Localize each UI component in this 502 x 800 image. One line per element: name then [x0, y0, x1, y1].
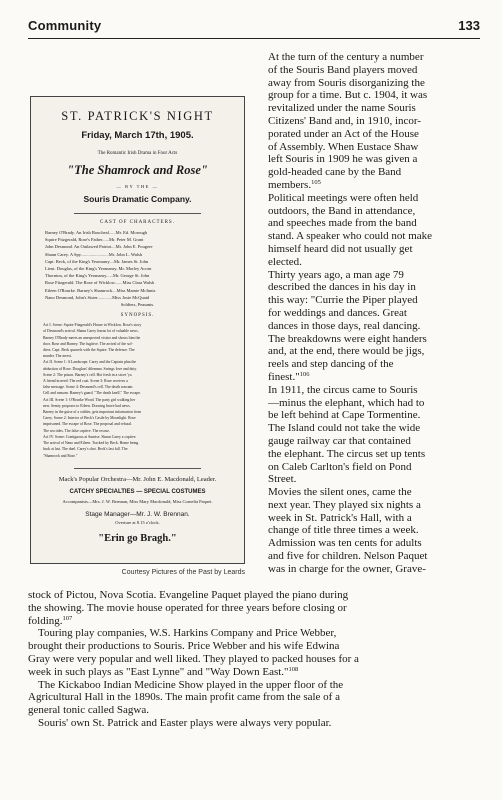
- poster-by: — BY THE —: [116, 184, 159, 189]
- text-line: this way: "Currie the Piper played: [268, 294, 418, 307]
- paragraph: [28, 717, 480, 730]
- synopsis-line: Barney O'Brady meets an unexpected visitor and shows him the: [43, 335, 141, 340]
- synopsis-line: murder. The arrest.: [43, 354, 72, 359]
- text-line: —minus the elephant, which had to: [268, 396, 425, 409]
- text-line: elected.: [268, 255, 302, 268]
- paragraph: [28, 589, 480, 627]
- synopsis-line: new. Sentry proposes to Eileen. Drawing brave bad news.: [43, 403, 131, 408]
- poster-overture: Overture at 8.15 o'clock.: [115, 519, 160, 525]
- text-line: reels and step dancing of the: [268, 358, 394, 371]
- cast-line: Shaun Carey. A Spy.........................Mr. John L. Walsh: [45, 251, 142, 257]
- cast-line: Lieut. Douglas, of the King's Yeomanry..Mr. Morley Acorn: [45, 266, 152, 272]
- cast-line: John Desmond. An Outlawed Patriot....Mr. John E. Pougere: [45, 244, 153, 250]
- poster-date: Friday, March 17th, 1905.: [81, 130, 194, 141]
- text-line: described the dances in his day in: [268, 281, 416, 294]
- text-line: the showing. The movie house operated for three years before closing or: [28, 601, 347, 614]
- text-line: At the turn of the century a number: [268, 51, 424, 63]
- footnote-ref: 106: [299, 370, 310, 378]
- text-line: brought their productions to Souris. Price Webber and his wife Edwina: [28, 640, 340, 653]
- synopsis-line: Barney in the guise of a soldier, gets important information from: [43, 410, 142, 415]
- paragraph: [28, 679, 480, 717]
- text-line: Thirty years ago, a man age 79: [268, 268, 404, 281]
- text-line: was in charge for the owner, Grave-: [268, 562, 426, 575]
- text-line: change of title three times a week.: [268, 524, 419, 537]
- synopsis-line: Act IV. Scene: Contiguous at Sunrise. Shaun Carey a captive.: [43, 434, 137, 439]
- text-line: Agricultural Hall in the 1890s. The main profit came from the sale of a: [28, 691, 340, 704]
- poster-accompanists: Accompanists—Mrs. J. W. Brennan, Miss Mary Macdonald, Miss Cornelia Paquet.: [62, 498, 213, 504]
- text-line: members.: [268, 178, 312, 191]
- text-line: away from Souris disorganizing the: [268, 76, 425, 89]
- synopsis-line: of Desmond's arrival. Shaun Carey learns lot of valuable news.: [43, 329, 139, 334]
- text-line: gold-headed cane by the Band: [268, 166, 402, 179]
- cast-line: Rose Fitzgerald. The Rose of Wicklow.......Miss Clara Walsh: [45, 280, 155, 286]
- text-line: Touring play companies, W.S. Harkins Company and Price Webber,: [38, 627, 337, 640]
- text-line: Gray were very popular and well liked. They played to packed houses for a: [28, 652, 359, 665]
- text-line: The Island could not take the wide: [268, 422, 421, 435]
- text-line: and speeches made from the band: [268, 217, 417, 230]
- text-line: Souris' own St. Patrick and Easter plays were always very popular.: [38, 716, 332, 729]
- text-line: be left behind at Cape Tormentine.: [268, 409, 421, 422]
- cast-line: Soldiers, Peasants.: [120, 302, 155, 308]
- poster-caption: Courtesy Pictures of the Past by Leards: [121, 569, 245, 576]
- poster-specialties: CATCHY SPECIALTIES — SPECIAL COSTUMES: [69, 488, 206, 495]
- text-line: and five for children. Nelson Paquet: [268, 550, 428, 563]
- paragraph: [258, 269, 480, 384]
- poster-orchestra: Mack's Popular Orchestra—Mr. John E. Macdonald, Leader.: [58, 475, 217, 483]
- synopsis-line: Act III. Scene 1: O'Rourke Wood. The party girl walking her: [43, 397, 136, 402]
- text-line: stock of Pictou, Nova Scotia. Evangeline Paquet played the piano during: [28, 589, 349, 601]
- footnote-ref: 108: [288, 665, 299, 673]
- cast-line: Eileen O'Rourke. Barney's Shamrock....Miss Mamie McInnis: [45, 287, 156, 293]
- paragraph: [258, 486, 480, 576]
- paragraph: [258, 51, 480, 192]
- text-line: left Souris in 1909 he was given a: [268, 153, 418, 166]
- poster-closing: "Erin go Bragh.": [98, 532, 177, 544]
- text-line: stand. A speaker who could not make: [268, 230, 433, 243]
- text-line: Admission was ten cents for adults: [268, 537, 422, 550]
- paragraph: [258, 192, 480, 269]
- text-line: next year. They played six nights a: [268, 498, 421, 511]
- synopsis-line: "Shamrock and Rose.": [43, 453, 78, 458]
- footnote-ref: 107: [62, 614, 73, 622]
- synopsis-line: diers. Capt. Beck quarrels with the Squire. The defence. The: [43, 348, 135, 353]
- text-line: and, at the end, there would be jigs,: [268, 345, 425, 358]
- text-line: porated under an Act of the House: [268, 127, 419, 140]
- poster-title: ST. PATRICK'S NIGHT: [61, 109, 214, 123]
- poster-company: Souris Dramatic Company.: [83, 194, 192, 204]
- text-line: The Kickaboo Indian Medicine Show played in the upper floor of the: [38, 678, 344, 691]
- synopsis-line: Carey. Scene 2: Interior of Beck's Castle by Moonlight. Rose: [43, 416, 136, 421]
- synopsis-line: abduction of Rose. Douglass' dilemma. Swings love and duty.: [43, 366, 137, 371]
- text-line: folding.: [28, 614, 63, 627]
- cast-line: Capt. Beck, of the King's Yeomanry....Mr. James St. John: [45, 258, 149, 264]
- text-line: dances in those days, real dancing.: [268, 319, 421, 332]
- paragraph: [28, 627, 480, 678]
- poster-divider: [74, 213, 202, 214]
- text-line: of Assembly. When Eustace Shaw: [268, 140, 419, 153]
- full-width-text: [28, 589, 480, 730]
- synopsis-line: false message. Scene 4: Desmond's cell. The death warrant.: [43, 385, 134, 390]
- cast-line: Thornton, of the King's Yeomanry......Mr. George St. John: [45, 273, 150, 279]
- synopsis-line: A friend in need. The red coat. Scene 3: Rose receives a: [43, 379, 128, 384]
- text-line: finest.": [268, 370, 300, 383]
- synopsis-line: Act I. Scene: Squire Fitzgerald's House in Wicklow. Rose's story: [43, 323, 142, 328]
- playbill-poster: [30, 96, 245, 564]
- text-line: Movies the silent ones, came the: [268, 486, 412, 499]
- text-line: Political meetings were often held: [268, 191, 419, 204]
- text-line: Street.: [268, 473, 297, 486]
- synopsis-line: The sea tides. The false captive. The rescue.: [43, 428, 110, 433]
- text-line: the elephant. The circus set up tents: [268, 447, 426, 460]
- poster-divider: [74, 468, 202, 469]
- synopsis-text: [43, 322, 232, 458]
- text-line: Citizens' Band and, in 1910, incor-: [268, 114, 421, 127]
- synopsis-line: door. Rose and Barney. The fugitive. The arrival of the sol-: [43, 341, 133, 346]
- cast-line: Nano Desmond, John's Sister.............Miss Josie McQuaid: [45, 294, 150, 300]
- text-line: The breakdowns were eight handers: [268, 332, 427, 345]
- page-number: 133: [458, 18, 480, 33]
- text-line: himself heard did not usually get: [268, 242, 413, 255]
- cast-list: [45, 229, 230, 308]
- poster-play-title: "The Shamrock and Rose": [67, 163, 208, 177]
- poster-subtitle: The Romantic Irish Drama in Four Acts: [97, 151, 178, 156]
- text-line: week in St. Patrick's Hall, with a: [268, 511, 412, 524]
- section-title: Community: [28, 18, 102, 33]
- synopsis-line: The arrival of Nano and Eileen. Tracked by Beck. Home being: [43, 441, 139, 446]
- text-line: week in such plays as "East Lynne" and "Way Down East.": [28, 665, 289, 678]
- synopsis-line: imprisoned. The escape of Rose. The proposal and refusal.: [43, 422, 132, 427]
- poster-stage-manager: Stage Manager—Mr. J. W. Brennan.: [85, 510, 190, 518]
- text-line: group for a time. But c. 1904, it was: [268, 89, 428, 102]
- synopsis-line: Act II. Scene 1: A Landscape. Carey and the Captain plan the: [43, 360, 137, 365]
- text-line: outdoors, the Band in attendance,: [268, 204, 416, 217]
- synopsis-line: back at last. The duel. Carey's shot. Beck's last fall. The: [43, 447, 128, 452]
- cast-line: Squire Fitzgerald, Rose's Father......Mr. Peter M. Grant: [45, 237, 144, 243]
- text-line: general tonic called Sagwa.: [28, 704, 149, 717]
- footnote-ref: 105: [311, 178, 321, 186]
- text-line: on Caleb Carlton's field on Pond: [268, 460, 412, 473]
- text-line: of the Souris Band players moved: [268, 63, 418, 76]
- cast-line: Barney O'Brady. An Irish Boucheal......Mr. Ed. Morough: [45, 230, 148, 235]
- synopsis-line: Scene 2: The prison. Barney's cell. Hot fresh in a stove 'ya: [43, 372, 132, 377]
- synopsis-heading: SYNOPSIS.: [120, 313, 155, 319]
- text-line: for weddings and dances. Great: [268, 306, 407, 319]
- cast-heading: CAST OF CHARACTERS.: [100, 220, 175, 225]
- text-line: gauge railway car that contained: [268, 434, 411, 447]
- page-header: [28, 18, 480, 39]
- right-column: [258, 51, 480, 576]
- text-line: In 1911, the circus came to Souris: [268, 383, 418, 396]
- text-line: revitalized under the name Souris: [268, 102, 416, 115]
- synopsis-line: Cell and ransom. Barney's guard. "The death knell." The escape.: [43, 391, 141, 396]
- paragraph: [258, 384, 480, 486]
